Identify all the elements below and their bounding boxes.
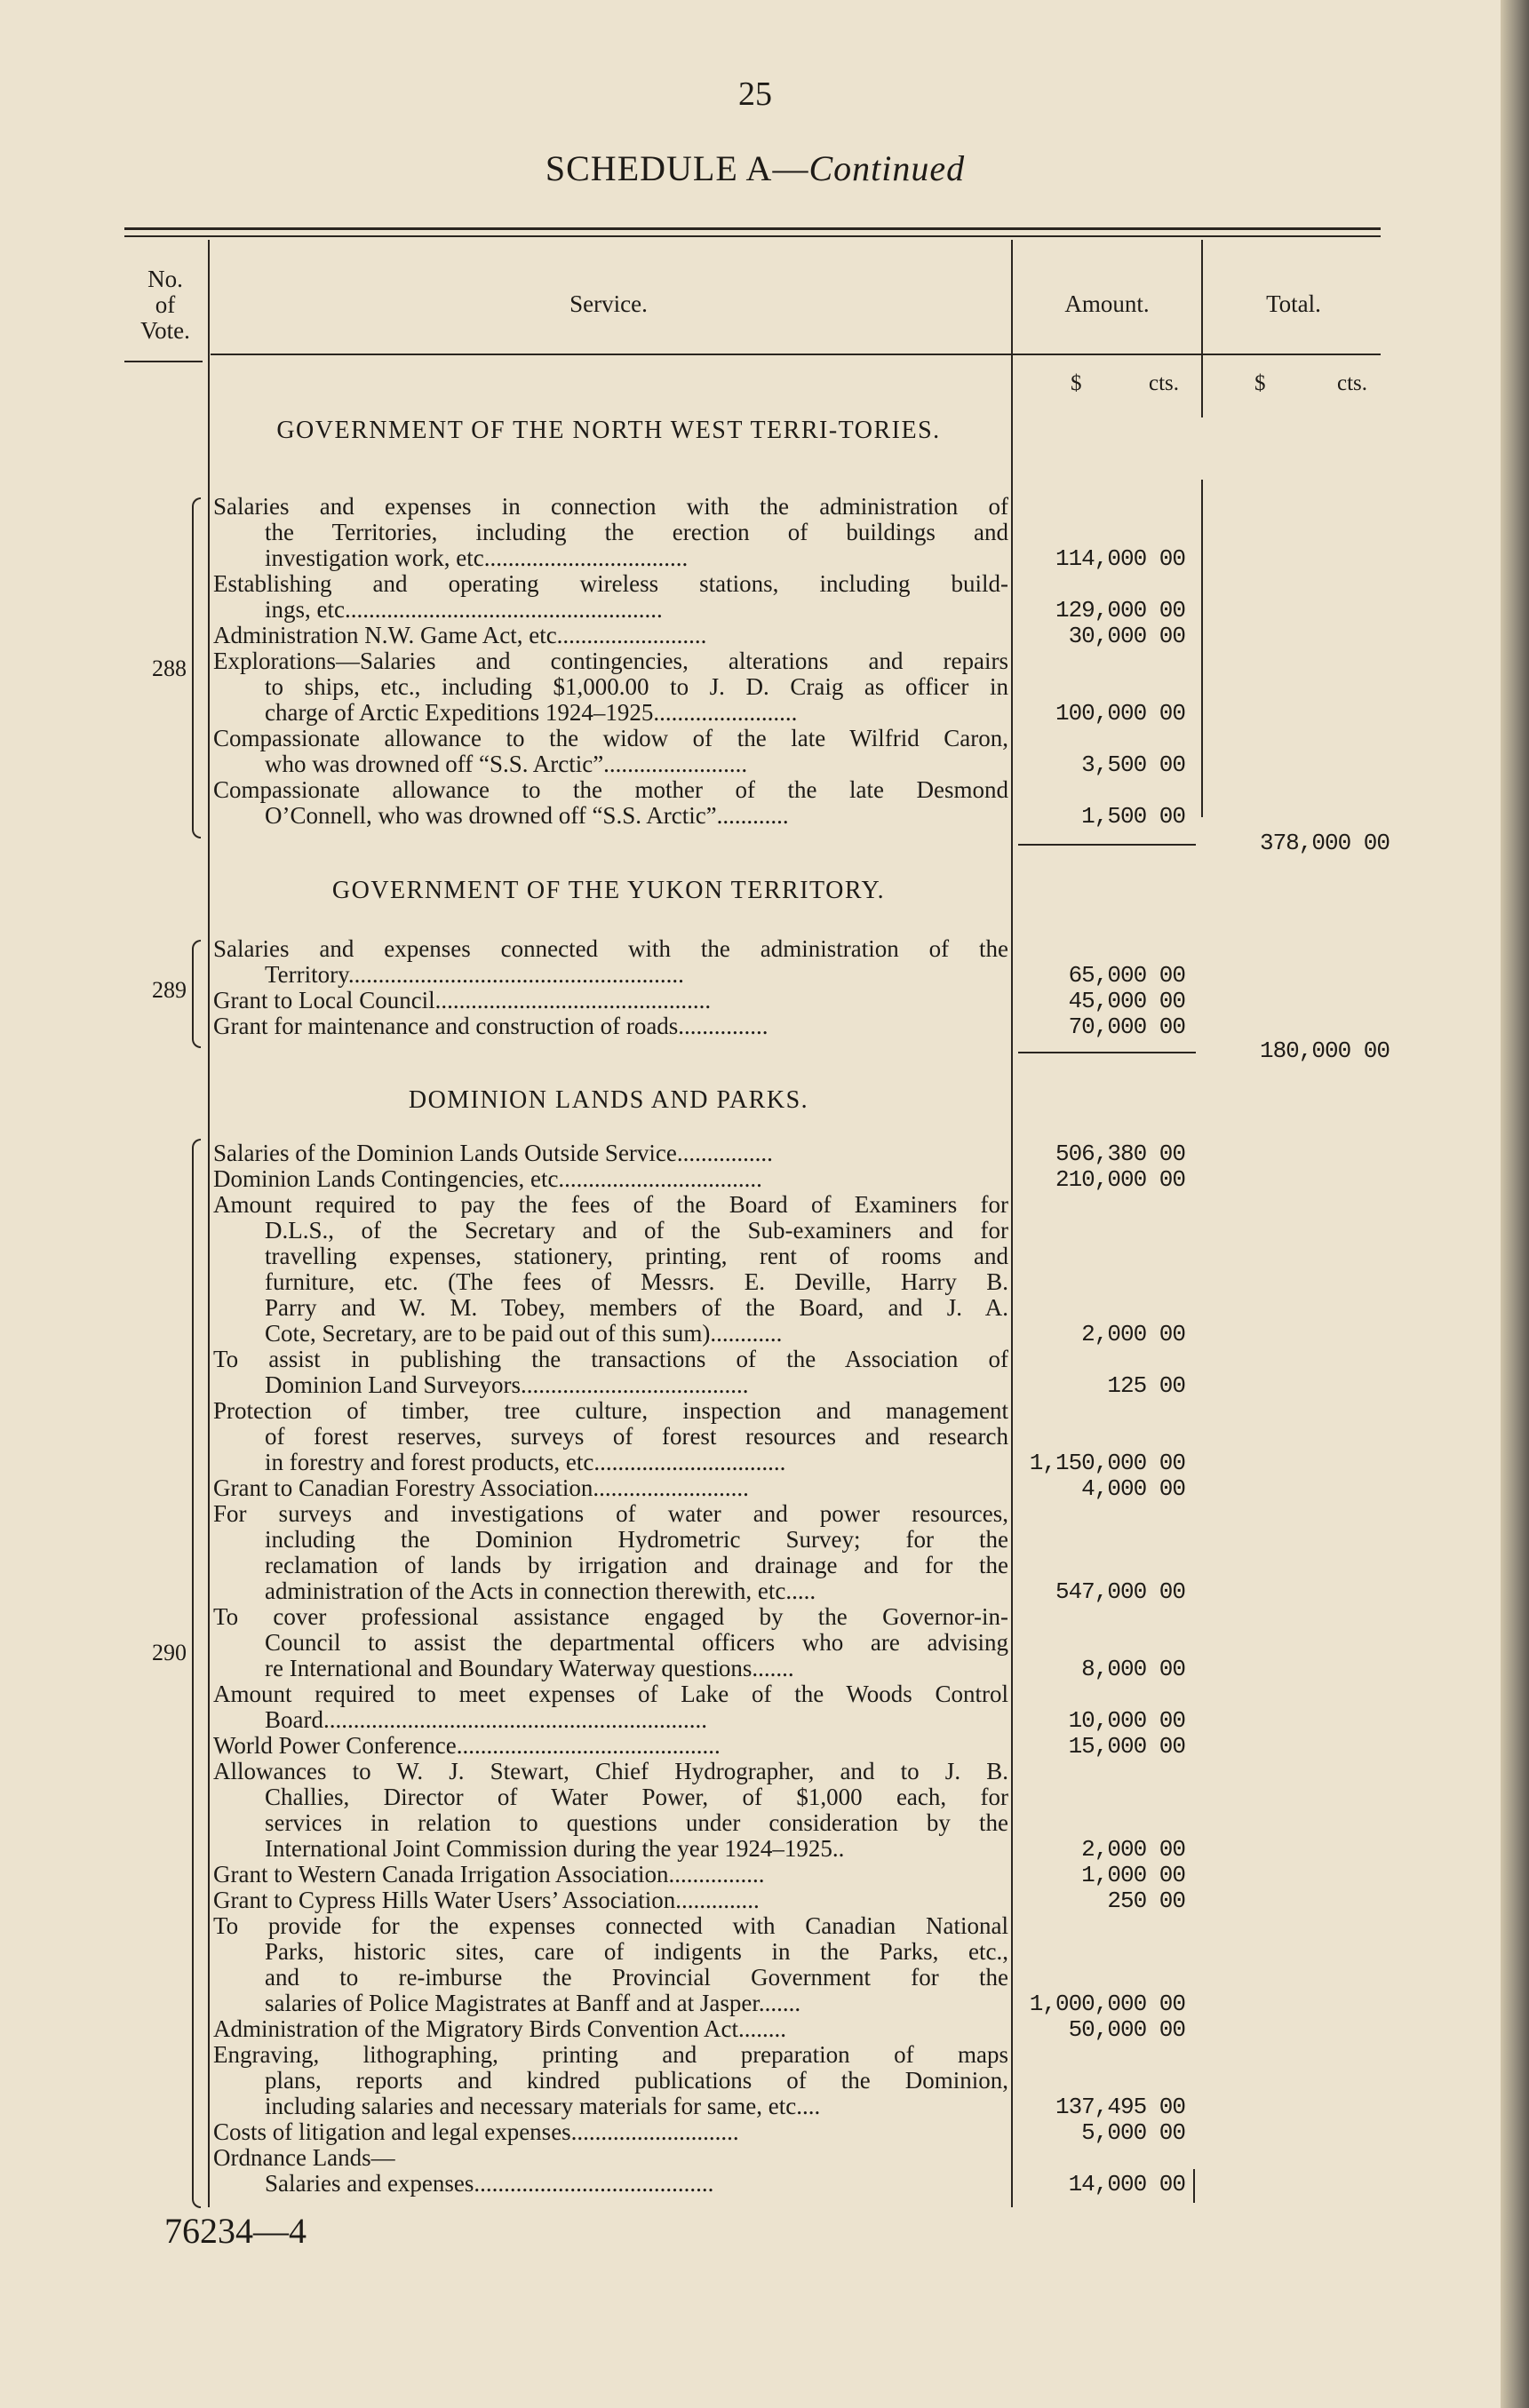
item-text: Grant to Cypress Hills Water Users’ Association.............. bbox=[213, 1887, 760, 1913]
item-text: Parks, historic sites, care of indigents in the Parks, etc., bbox=[265, 1938, 1008, 1965]
item-text: services in relation to questions under consideration by the bbox=[265, 1809, 1008, 1836]
amount-dollar-sign: $ bbox=[1071, 371, 1082, 395]
line-item bbox=[213, 1604, 1008, 1681]
section-title: DOMINION LANDS AND PARKS. bbox=[408, 1086, 809, 1114]
item-text: Parry and W. M. Tobey, members of the Board, and J. A. bbox=[265, 1294, 1008, 1321]
item-amount: 45,000 00 bbox=[1068, 988, 1185, 1014]
line-item bbox=[213, 1887, 1008, 1913]
column-divider-total-lower bbox=[1201, 480, 1203, 817]
item-text: Establishing and operating wireless stations, including build- bbox=[213, 570, 1008, 597]
item-text: salaries of Police Magistrates at Banff and at Jasper....... bbox=[265, 1990, 801, 2016]
item-text: furniture, etc. (The fees of Messrs. E. Deville, Harry B. bbox=[265, 1268, 1008, 1295]
item-amount: 506,380 00 bbox=[1055, 1140, 1185, 1167]
line-item bbox=[213, 1501, 1008, 1604]
line-item bbox=[213, 623, 1008, 648]
page-edge bbox=[1501, 0, 1529, 2408]
item-text: Grant for maintenance and construction of roads............... bbox=[213, 1013, 768, 1039]
item-amount: 129,000 00 bbox=[1055, 597, 1185, 624]
page-number: 25 bbox=[738, 75, 772, 113]
line-item bbox=[213, 2119, 1008, 2145]
line-item bbox=[213, 494, 1008, 571]
item-text: Dominion Land Surveyors...................................... bbox=[265, 1371, 749, 1398]
header-service: Service. bbox=[569, 290, 648, 317]
item-text: Salaries and expenses connected with the administration of the bbox=[213, 935, 1008, 962]
item-amount: 70,000 00 bbox=[1068, 1013, 1185, 1040]
vote-brace bbox=[192, 1139, 201, 2208]
item-text: Cote, Secretary, are to be paid out of this sum)............ bbox=[265, 1320, 783, 1347]
header-no: No. bbox=[147, 266, 183, 292]
item-amount: 30,000 00 bbox=[1068, 623, 1185, 649]
item-text: Compassionate allowance to the mother of the late Desmond bbox=[213, 776, 1008, 803]
item-text: investigation work, etc.................................. bbox=[265, 544, 689, 571]
header-total: Total. bbox=[1266, 290, 1321, 317]
item-text: To cover professional assistance engaged by the Governor-in- bbox=[213, 1603, 1008, 1630]
item-amount: 1,000 00 bbox=[1081, 1862, 1185, 1888]
item-text: Grant to Western Canada Irrigation Association................ bbox=[213, 1861, 765, 1887]
item-text: Administration N.W. Game Act, etc......................... bbox=[213, 622, 707, 648]
item-amount: 65,000 00 bbox=[1068, 962, 1185, 989]
item-amount: 1,000,000 00 bbox=[1029, 1991, 1185, 2017]
line-item bbox=[213, 1681, 1008, 1733]
item-text: Territory........................................................ bbox=[265, 961, 684, 988]
item-text: re International and Boundary Waterway questions....... bbox=[265, 1655, 794, 1681]
item-text: Amount required to pay the fees of the Board of Examiners for bbox=[213, 1191, 1008, 1218]
section-title: GOVERNMENT OF THE YUKON TERRITORY. bbox=[331, 877, 886, 904]
title-continued: Continued bbox=[808, 148, 966, 188]
header-of: of bbox=[155, 291, 176, 318]
item-text: For surveys and investigations of water and power resources, bbox=[213, 1500, 1008, 1527]
item-text: of forest reserves, surveys of forest resources and research bbox=[265, 1423, 1008, 1450]
subtotal-rule-2 bbox=[1018, 1052, 1196, 1053]
item-text: Salaries and expenses in connection with the administration of bbox=[213, 493, 1008, 520]
section-title: GOVERNMENT OF THE NORTH WEST TERRI-TORIES. bbox=[276, 417, 941, 444]
item-amount: 125 00 bbox=[1107, 1372, 1185, 1399]
item-text: O’Connell, who was drowned off “S.S. Arctic”............ bbox=[265, 802, 789, 829]
line-item bbox=[213, 1913, 1008, 2016]
line-item bbox=[213, 988, 1008, 1013]
item-text: D.L.S., of the Secretary and of the Sub-examiners and for bbox=[265, 1217, 1008, 1244]
item-amount: 8,000 00 bbox=[1081, 1656, 1185, 1682]
item-text: Dominion Lands Contingencies, etc.................................. bbox=[213, 1165, 762, 1192]
item-text: Explorations—Salaries and contingencies, alterations and repairs bbox=[213, 648, 1008, 674]
item-text: Council to assist the departmental officers who are advising bbox=[265, 1629, 1008, 1656]
item-text: Challies, Director of Water Power, of $1,000 each, for bbox=[265, 1784, 1008, 1810]
line-item bbox=[213, 1013, 1008, 1039]
item-text: Allowances to W. J. Stewart, Chief Hydrographer, and to J. B. bbox=[213, 1758, 1008, 1784]
vote-number: 289 bbox=[152, 977, 187, 1003]
service-header-rule bbox=[211, 354, 1381, 355]
line-item bbox=[213, 2145, 1008, 2171]
vote-brace bbox=[192, 497, 201, 838]
item-amount: 15,000 00 bbox=[1068, 1733, 1185, 1760]
item-text: Grant to Local Council.............................................. bbox=[213, 987, 712, 1013]
section-total: 180,000 00 bbox=[1259, 1037, 1390, 1064]
line-item bbox=[213, 1398, 1008, 1475]
end-mark bbox=[1193, 2169, 1195, 2203]
line-item bbox=[213, 1759, 1008, 1862]
line-item bbox=[213, 726, 1008, 777]
vote-header-rule bbox=[124, 361, 203, 362]
line-item bbox=[213, 1862, 1008, 1887]
line-item bbox=[213, 1475, 1008, 1501]
item-amount: 4,000 00 bbox=[1081, 1475, 1185, 1502]
item-text: Board................................................................ bbox=[265, 1706, 707, 1733]
header-amount: Amount. bbox=[1064, 290, 1150, 317]
item-text: Engraving, lithographing, printing and preparation of maps bbox=[213, 2041, 1008, 2068]
item-amount: 5,000 00 bbox=[1081, 2119, 1185, 2146]
item-amount: 114,000 00 bbox=[1055, 545, 1185, 572]
item-text: in forestry and forest products, etc................................ bbox=[265, 1449, 786, 1475]
item-amount: 250 00 bbox=[1107, 1887, 1185, 1914]
column-divider-total bbox=[1201, 240, 1203, 417]
vote-brace bbox=[192, 940, 201, 1048]
line-item bbox=[213, 1347, 1008, 1398]
item-text: charge of Arctic Expeditions 1924–1925........................ bbox=[265, 699, 798, 726]
footer-code: 76234—4 bbox=[164, 2211, 307, 2251]
vote-number: 288 bbox=[152, 656, 187, 681]
item-amount: 1,500 00 bbox=[1081, 803, 1185, 830]
header-vote: Vote. bbox=[140, 317, 190, 344]
item-text: Protection of timber, tree culture, inspection and management bbox=[213, 1397, 1008, 1424]
item-text: Administration of the Migratory Birds Convention Act........ bbox=[213, 2015, 786, 2042]
line-item bbox=[213, 2016, 1008, 2042]
line-item bbox=[213, 2042, 1008, 2119]
item-text: including salaries and necessary materials for same, etc.... bbox=[265, 2093, 821, 2119]
item-amount: 50,000 00 bbox=[1068, 2016, 1185, 2043]
line-item bbox=[213, 1166, 1008, 1192]
item-text: Grant to Canadian Forestry Association.......................... bbox=[213, 1474, 749, 1501]
item-text: Compassionate allowance to the widow of the late Wilfrid Caron, bbox=[213, 725, 1008, 751]
line-item bbox=[213, 1192, 1008, 1347]
item-text: Amount required to meet expenses of Lake of the Woods Control bbox=[213, 1681, 1008, 1707]
item-text: including the Dominion Hydrometric Survey; for the bbox=[265, 1526, 1008, 1553]
item-text: Costs of litigation and legal expenses............................ bbox=[213, 2118, 739, 2145]
item-text: Ordnance Lands— bbox=[213, 2144, 395, 2171]
line-item bbox=[213, 571, 1008, 623]
item-text: International Joint Commission during the year 1924–1925.. bbox=[265, 1835, 845, 1862]
item-amount: 2,000 00 bbox=[1081, 1321, 1185, 1347]
item-amount: 3,500 00 bbox=[1081, 751, 1185, 778]
line-item bbox=[213, 1140, 1008, 1166]
item-text: To provide for the expenses connected with Canadian National bbox=[213, 1912, 1008, 1939]
item-amount: 210,000 00 bbox=[1055, 1166, 1185, 1193]
item-text: To assist in publishing the transactions of the Association of bbox=[213, 1346, 1008, 1372]
line-item bbox=[213, 777, 1008, 829]
item-text: and to re-imburse the Provincial Government for the bbox=[265, 1964, 1008, 1991]
subtotal-rule-1 bbox=[1018, 844, 1196, 846]
item-amount: 2,000 00 bbox=[1081, 1836, 1185, 1863]
title-main: SCHEDULE A— bbox=[545, 148, 809, 188]
item-text: administration of the Acts in connection therewith, etc..... bbox=[265, 1578, 816, 1604]
item-text: Salaries of the Dominion Lands Outside Service................ bbox=[213, 1140, 773, 1166]
item-amount: 547,000 00 bbox=[1055, 1578, 1185, 1605]
vote-number: 290 bbox=[152, 1640, 187, 1665]
item-amount: 100,000 00 bbox=[1055, 700, 1185, 727]
item-amount: 14,000 00 bbox=[1068, 2171, 1185, 2197]
item-text: ings, etc..................................................... bbox=[265, 596, 663, 623]
column-divider-vote bbox=[208, 240, 210, 2207]
item-amount: 137,495 00 bbox=[1055, 2094, 1185, 2120]
item-text: World Power Conference............................................ bbox=[213, 1732, 721, 1759]
line-item bbox=[213, 2171, 1008, 2197]
line-item bbox=[213, 936, 1008, 988]
item-text: the Territories, including the erection of buildings and bbox=[265, 519, 1008, 545]
line-item bbox=[213, 648, 1008, 726]
header-no-of-vote bbox=[124, 266, 206, 344]
section-total: 378,000 00 bbox=[1259, 830, 1390, 856]
line-item bbox=[213, 1733, 1008, 1759]
total-cents-label: cts. bbox=[1337, 371, 1368, 395]
item-text: who was drowned off “S.S. Arctic”........................ bbox=[265, 751, 748, 777]
item-amount: 10,000 00 bbox=[1068, 1707, 1185, 1734]
table-top-rule bbox=[124, 227, 1381, 230]
amount-cents-label: cts. bbox=[1149, 371, 1180, 395]
item-amount: 1,150,000 00 bbox=[1029, 1450, 1185, 1476]
item-text: travelling expenses, stationery, printing, rent of rooms and bbox=[265, 1243, 1008, 1269]
table-top-rule-2 bbox=[124, 235, 1381, 237]
page-title bbox=[0, 147, 1510, 189]
item-text: plans, reports and kindred publications of the Dominion, bbox=[265, 2067, 1008, 2094]
item-text: reclamation of lands by irrigation and drainage and for the bbox=[265, 1552, 1008, 1578]
total-dollar-sign: $ bbox=[1254, 371, 1266, 395]
item-text: to ships, etc., including $1,000.00 to J. D. Craig as officer in bbox=[265, 673, 1008, 700]
item-text: Salaries and expenses........................................ bbox=[265, 2170, 714, 2197]
